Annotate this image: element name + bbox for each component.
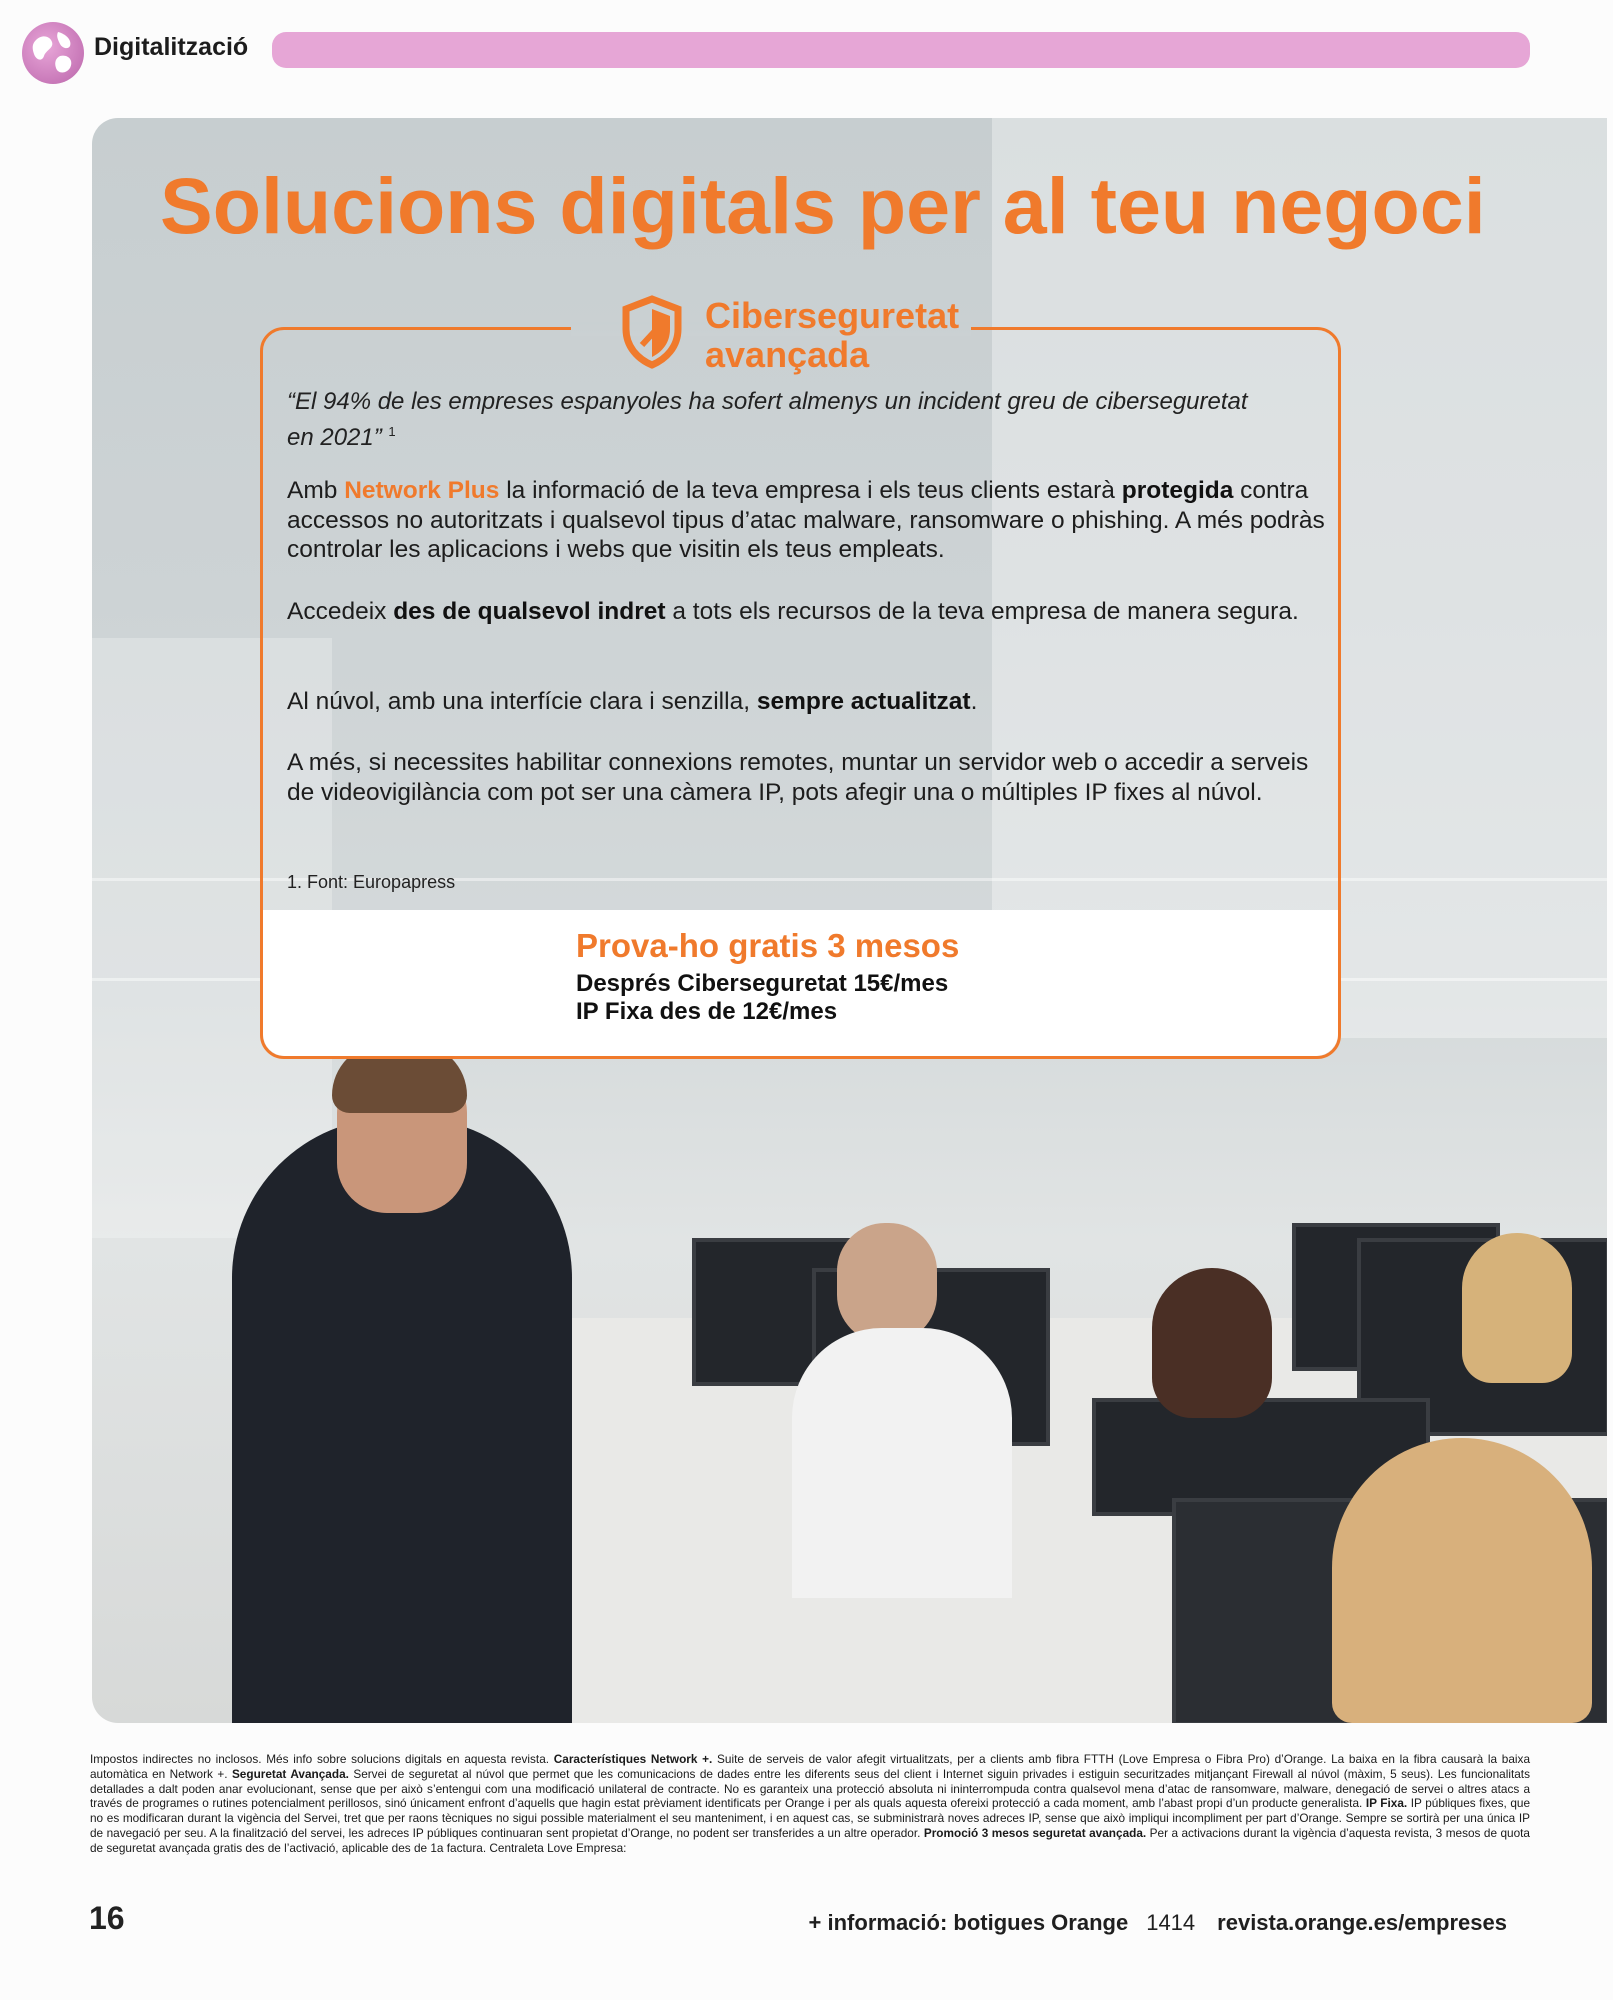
section-bar: [272, 32, 1530, 68]
bold-text: des de qualsevol indret: [393, 598, 666, 625]
globe-icon: [22, 22, 84, 84]
shield-icon: [620, 295, 684, 369]
page-number: 16: [89, 1900, 125, 1936]
bold-text: sempre actualitzat: [756, 688, 971, 715]
quote: [287, 387, 1277, 453]
text: .: [970, 688, 978, 715]
legal-text: [90, 1752, 1530, 1856]
text: la informació de la teva empresa i els teus clients estarà: [499, 477, 1122, 504]
paragraph-cloud: [287, 687, 1327, 717]
footer-url[interactable]: revista.orange.es/empreses: [1217, 1910, 1507, 1935]
text: Amb: [287, 477, 345, 504]
text: a tots els recursos de la teva empresa de manera segura.: [665, 598, 1299, 625]
box-heading-line1: Ciberseguretat: [705, 295, 960, 336]
footer-phone: 1414: [1146, 1910, 1196, 1935]
bold-text: Promoció 3 mesos seguretat avançada.: [923, 1825, 1147, 1840]
bold-text: Característiques Network +.: [553, 1752, 713, 1766]
text: Accedeix: [287, 598, 394, 625]
text: Al núvol, amb una interfície clara i senzilla,: [287, 688, 757, 715]
box-heading-line2: avançada: [705, 334, 870, 375]
promo-price-cyber: Després Ciberseguretat 15€/mes: [576, 970, 949, 997]
paragraph-network-plus: [287, 476, 1327, 565]
page-title: Solucions digitals per al teu negoci: [160, 161, 1486, 250]
paragraph-access: [287, 597, 1327, 627]
section-label: Digitalització: [94, 33, 249, 61]
text: Suite de serveis de valor afegit virtualitzats, per a clients amb fibra FTTH (Love Empresa o Fibra Pro) d’Orange. La baixa en la fibra causarà la baixa automàtica en Network +.: [90, 1752, 1531, 1781]
text: contra accessos no autoritzats i qualsevol tipus d’atac malware, ransomware o phishing. A més podràs controlar les aplicacions i webs que visitin els teus empleats.: [287, 477, 1325, 563]
paragraph-ip-fixes: A més, si necessites habilitar connexions remotes, muntar un servidor web o accedir a serveis de videovigilància com pot ser una càmera IP, pots afegir una o múltiples IP fixes al núvol.: [287, 749, 1309, 806]
footnote: 1. Font: Europapress: [287, 872, 456, 892]
text: Per a activacions durant la vigència d’aquesta revista, 3 mesos de quota de seguretat avançada gratis des de l’activació, aplicable des de 1a factura. Centraleta Love Empresa:: [90, 1825, 1530, 1855]
text: Impostos indirectes no inclosos. Més info sobre solucions digitals en aquesta revista.: [90, 1752, 554, 1766]
quote-text: “El 94% de les empreses espanyoles ha sofert almenys un incident greu de ciberseguretat en 2021”: [287, 388, 1248, 451]
bold-text: IP Fixa.: [1365, 1796, 1408, 1811]
footer-info: [809, 1910, 1507, 1936]
bold-text: protegida: [1121, 477, 1234, 504]
bold-text: Seguretat Avançada.: [231, 1766, 349, 1781]
footer-info-label: + informació: botigues Orange: [808, 1910, 1129, 1935]
text: IP públiques fixes, que no es modificaran durant la vigència del Servei, tret que per raons tècniques no sigui possible materialment el seu manteniment, i en aquest cas, se subministrarà noves adreces IP, sense que això impliqui incompliment per part d’Orange. Sempre se sortirà per una única IP de navegació per seu. A la finalització del servei, les adreces IP públiques continuaran sent propietat d’Orange, no podent ser transferides a un altre operador.: [90, 1796, 1531, 1840]
promo-price-ip: IP Fixa des de 12€/mes: [576, 998, 838, 1025]
box-heading: [705, 296, 959, 374]
network-plus-highlight: Network Plus: [344, 477, 500, 504]
promo-title: Prova-ho gratis 3 mesos: [576, 927, 960, 964]
quote-ref: 1: [388, 424, 396, 439]
text: Servei de seguretat al núvol que permet que les comunicacions de dades entre les diferents seus del client i Internet siguin privades i estiguin securitzades mitjançant Firewall al núvol (màxim, 5 seus). Les funcionalitats detallades a dalt poden anar evolucionant, sense que per això s’entengui com una modificació unilateral de contracte. No es garanteix una protecció absoluta ni ininterrompuda contra qualsevol mena d’atac de ransomware, malware, denegació de servei o altres atacs a través de programes o rutines potencialment perillosos, sinó únicament enfront d’aquells que hagin estat prèviament identificats per Orange i per als quals aquesta ofereixi protecció a cada moment, amb l’abast propi d’un producte generalista.: [90, 1766, 1530, 1811]
